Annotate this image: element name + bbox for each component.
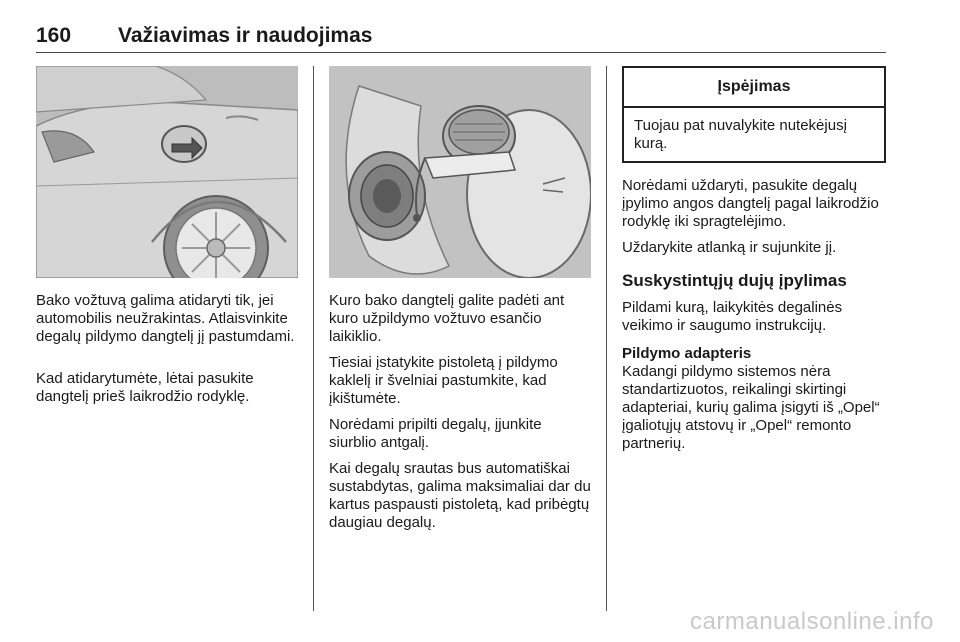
column-3 xyxy=(622,66,886,461)
column-1 xyxy=(36,66,298,414)
body-paragraph: Uždarykite atlanką ir sujunkite jį. xyxy=(622,239,837,256)
body-paragraph: Tiesiai įstatykite pistoletą į pildymo kaklelį ir švelniai pastumkite, kad įkištumėte. xyxy=(329,354,558,407)
page-header xyxy=(36,22,886,53)
body-paragraph: Norėdami uždaryti, pasukite degalų įpylimo angos dangtelį pagal laikrodžio rodyklę iki spragtelėjimo. xyxy=(622,177,879,230)
fuel-cap-holder-illustration xyxy=(329,66,591,278)
body-paragraph: Kuro bako dangtelį galite padėti ant kuro užpildymo vožtuvo esančio laikiklio. xyxy=(329,292,565,345)
body-paragraph: Pildami kurą, laikykitės degalinės veikimo ir saugumo instrukcijų. xyxy=(622,299,843,334)
body-paragraph: Kadangi pildymo sistemos nėra standartizuotos, reikalingi skirtingi adapteriai, kurių galima įsigyti iš „Opel“ įgaliotųjų atstovų ir „Opel“ remonto partnerių. xyxy=(622,363,880,452)
subheading: Pildymo adapteris xyxy=(622,345,752,362)
column-2 xyxy=(329,66,591,540)
car-rear-side-drawing xyxy=(36,66,298,278)
warning-title: Įspėjimas xyxy=(624,68,884,108)
body-paragraph: Kai degalų srautas bus automatiškai sustabdytas, galima maksimaliai dar du kartus paspausti pistoletą, kad pribėgtų daugiau degalų. xyxy=(329,460,591,531)
column-divider xyxy=(606,66,607,611)
body-paragraph: Kad atidarytumėte, lėtai pasukite dangtelį prieš laikrodžio rodyklę. xyxy=(36,370,254,405)
watermark: carmanualsonline.info xyxy=(690,608,934,635)
car-fuel-door-illustration xyxy=(36,66,298,278)
warning-box xyxy=(622,66,886,163)
section-heading: Suskystintųjų dujų įpylimas xyxy=(622,271,847,290)
body-paragraph: Norėdami pripilti degalų, įjunkite siurblio antgalį. xyxy=(329,416,542,451)
warning-text: Tuojau pat nuvalykite nutekėjusį kurą. xyxy=(634,117,847,152)
fuel-filler-drawing xyxy=(329,66,591,278)
chapter-title: Važiavimas ir naudojimas xyxy=(118,24,373,47)
body-paragraph: Bako vožtuvą galima atidaryti tik, jei automobilis neužrakintas. Atlaisvinkite degalų pildymo dangtelį jį pastumdami. xyxy=(36,292,295,345)
page-number: 160 xyxy=(36,24,72,47)
column-divider xyxy=(313,66,314,611)
